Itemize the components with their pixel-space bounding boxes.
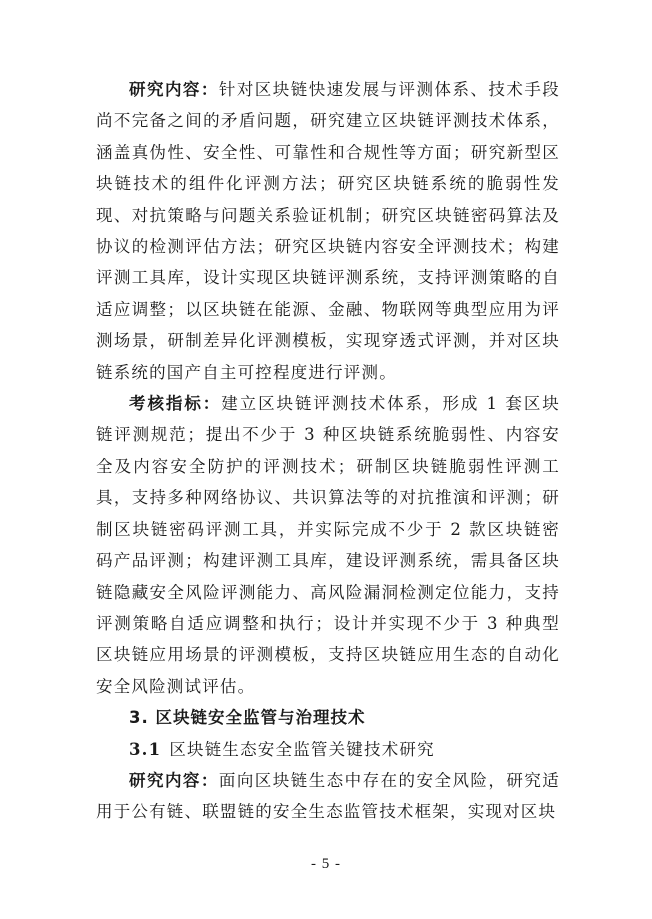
subsection-title: 区块链生态安全监管关键技术研究 xyxy=(169,739,435,759)
assessment-metrics-text: 建立区块链评测技术体系，形成 1 套区块链评测规范；提出不少于 3 种区块链系统脆弱性、内容安全及内容安全防护的评测技术；研制区块链脆弱性评测工具，支持多种网络协议、共识算法等的对抗推演和评测；研制区块链密码评测工具，并实际完成不少于 2 款区块链密码产品评测；构建评测工具库，建设评测系统，需具备区块链隐藏安全风险评测能力、高风险漏洞检测定位能力，支持评测策略自适应调整和执行；设计并实现不少于 3 种典型区块链应用场景的评测模板，支持区块链应用生态的自动化安全风险测试评估。 xyxy=(96,394,560,696)
page-number: - 5 - xyxy=(311,856,341,872)
research-content-label: 研究内容： xyxy=(129,80,219,99)
subsection-content-text: 面向区块链生态中存在的安全风险，研究适用于公有链、联盟链的安全生态监管技术框架，实现对区块 xyxy=(96,770,561,822)
subsection-content-label: 研究内容： xyxy=(129,770,219,790)
subsection-number: 3.1 xyxy=(129,739,162,759)
subsection-content-paragraph xyxy=(96,765,560,828)
subsection-heading xyxy=(96,734,560,765)
research-content-paragraph xyxy=(96,74,560,388)
research-content-text: 针对区块链快速发展与评测体系、技术手段尚不完备之间的矛盾问题，研究建立区块链评测技术体系，涵盖真伪性、安全性、可靠性和合规性等方面；研究新型区块链技术的组件化评测方法；研究区块链系统的脆弱性发现、对抗策略与问题关系验证机制；研究区块链密码算法及协议的检测评估方法；研究区块链内容安全评测技术；构建评测工具库，设计实现区块链评测系统，支持评测策略的自适应调整；以区块链在能源、金融、物联网等典型应用为评测场景，研制差异化评测模板，实现穿透式评测，并对区块链系统的国产自主可控程度进行评测。 xyxy=(96,80,561,382)
section-heading: 3. 区块链安全监管与治理技术 xyxy=(129,708,366,728)
assessment-metrics-label: 考核指标： xyxy=(129,394,222,414)
assessment-metrics-paragraph xyxy=(96,388,560,702)
page-body xyxy=(96,74,560,828)
